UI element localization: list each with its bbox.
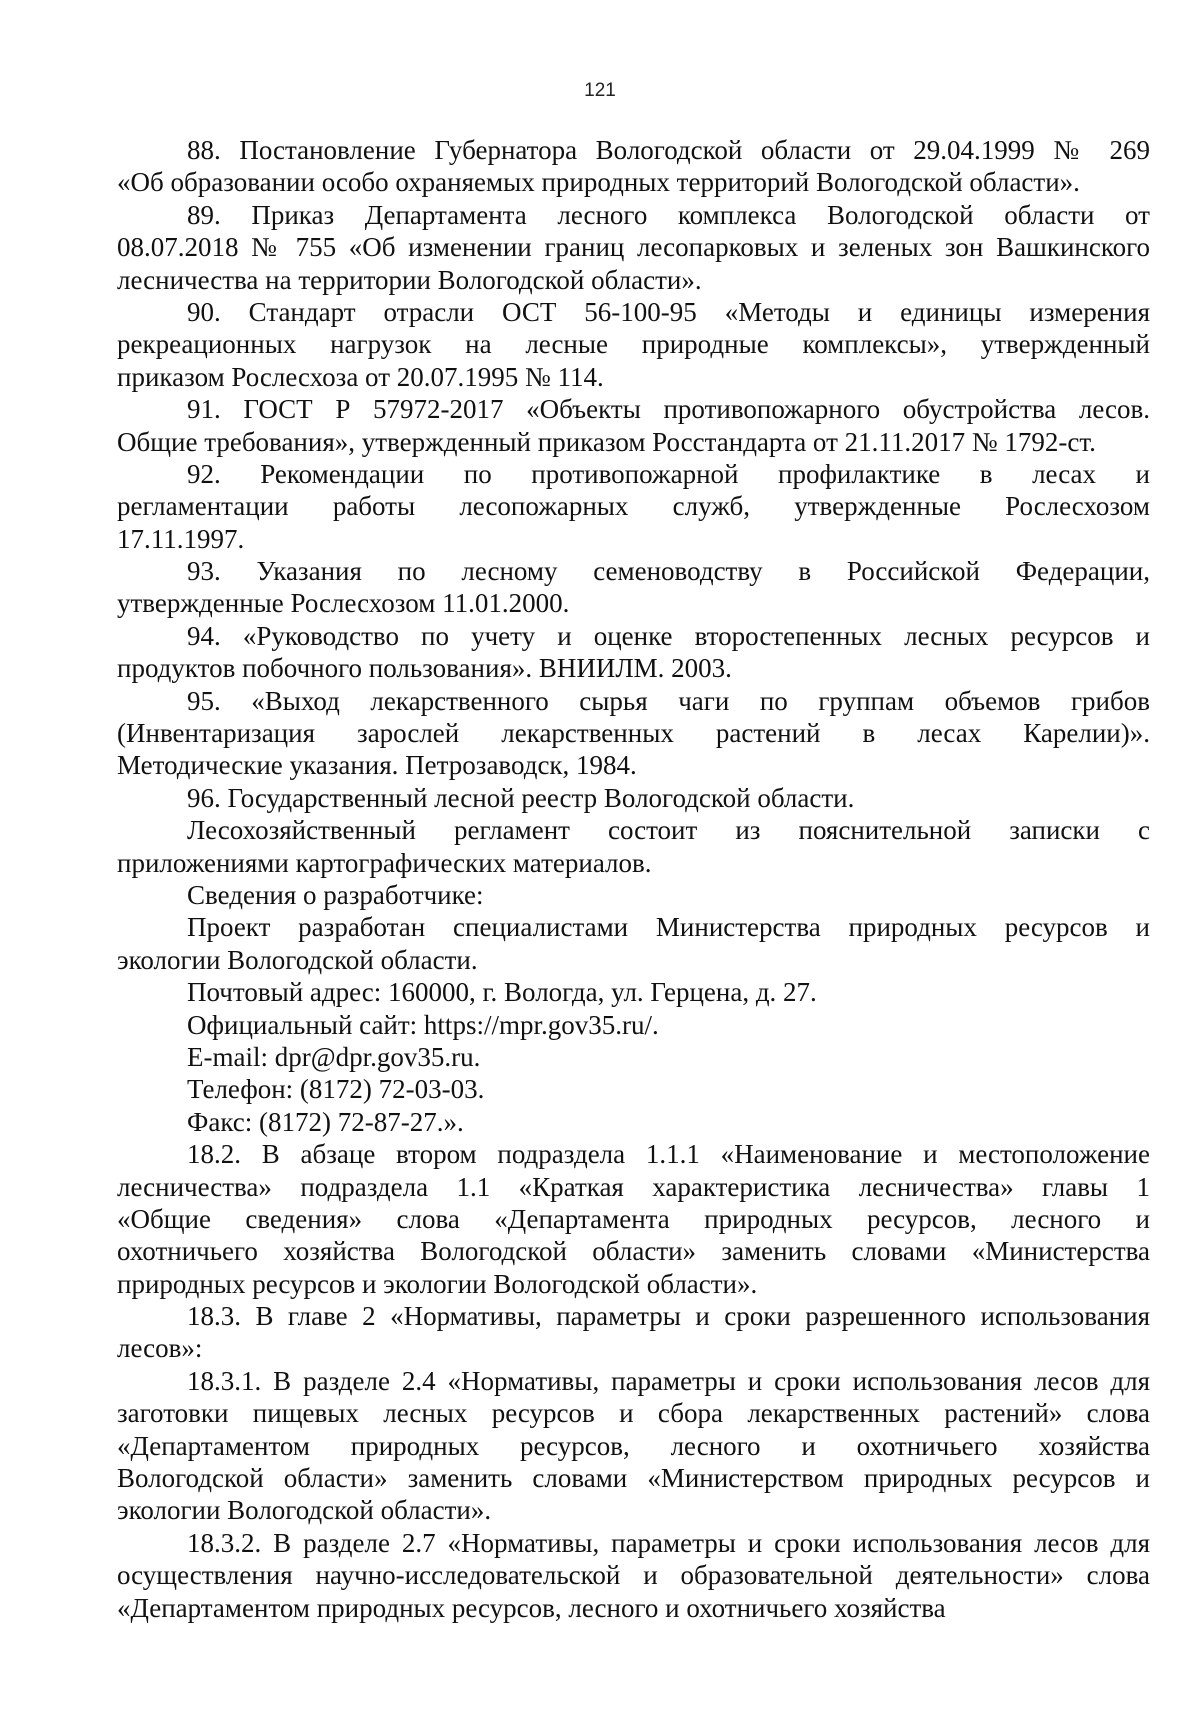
paragraph	[117, 1009, 1150, 1041]
text-line: Лесохозяйственный регламент состоит из пояснительной записки с	[187, 815, 1150, 846]
text-line: «Общие сведения» слова «Департамента природных ресурсов, лесного и	[117, 1203, 1150, 1234]
text-line: Общие требования», утвержденный приказом Росстандарта от 21.11.2017 № 1792-ст.	[117, 426, 1096, 457]
paragraph	[117, 1138, 1150, 1300]
page-number: 121	[584, 80, 616, 101]
text-line: Телефон: (8172) 72-03-03.	[187, 1074, 485, 1105]
paragraph	[117, 134, 1150, 199]
text-line: 94. «Руководство по учету и оценке второстепенных лесных ресурсов и	[187, 620, 1150, 651]
text-line: Проект разработан специалистами Министерства природных ресурсов и	[187, 912, 1150, 943]
text-line: продуктов побочного пользования». ВНИИЛМ. 2003.	[117, 653, 732, 684]
document-body	[117, 134, 1150, 1624]
paragraph	[117, 976, 1150, 1008]
text-line: Факс: (8172) 72-87-27.».	[187, 1106, 464, 1137]
text-line: «Департаментом природных ресурсов, лесного и охотничьего хозяйства	[117, 1592, 946, 1623]
text-line: 08.07.2018 № 755 «Об изменении границ лесопарковых и зеленых зон Вашкинского	[117, 232, 1150, 263]
paragraph	[117, 1527, 1150, 1624]
text-line: 18.3.1. В разделе 2.4 «Нормативы, параметры и сроки использования лесов для	[187, 1365, 1150, 1396]
text-line: экологии Вологодской области.	[117, 944, 478, 975]
text-line: 95. «Выход лекарственного сырья чаги по группам объемов грибов	[187, 685, 1150, 716]
text-line: осуществления научно-исследовательской и образовательной деятельности» слова	[117, 1560, 1150, 1591]
paragraph	[117, 458, 1150, 555]
paragraph	[117, 555, 1150, 620]
text-line: 96. Государственный лесной реестр Вологодской области.	[187, 782, 855, 813]
text-line: лесов»:	[117, 1333, 203, 1364]
text-line: приложениями картографических материалов.	[117, 847, 652, 878]
text-line: 18.3.2. В разделе 2.7 «Нормативы, параметры и сроки использования лесов для	[187, 1527, 1150, 1558]
paragraph	[117, 1365, 1150, 1527]
paragraph	[117, 620, 1150, 685]
paragraph	[117, 1073, 1150, 1105]
text-line: 90. Стандарт отрасли ОСТ 56-100-95 «Методы и единицы измерения	[187, 296, 1150, 327]
text-line: природных ресурсов и экологии Вологодской области».	[117, 1268, 758, 1299]
text-line: утвержденные Рослесхозом 11.01.2000.	[117, 588, 570, 619]
paragraph	[117, 782, 1150, 814]
text-line: «Об образовании особо охраняемых природных территорий Вологодской области».	[117, 167, 1080, 198]
text-line: заготовки пищевых лесных ресурсов и сбора лекарственных растений» слова	[117, 1398, 1150, 1429]
paragraph	[117, 814, 1150, 879]
text-line: Вологодской области» заменить словами «Министерством природных ресурсов и	[117, 1463, 1150, 1494]
text-line: «Департаментом природных ресурсов, лесного и охотничьего хозяйства	[117, 1430, 1150, 1461]
paragraph	[117, 1106, 1150, 1138]
text-line: Сведения о разработчике:	[187, 879, 484, 910]
text-line: E-mail: dpr@dpr.gov35.ru.	[187, 1041, 481, 1072]
text-line: рекреационных нагрузок на лесные природные комплексы», утвержденный	[117, 329, 1150, 360]
text-line: Методические указания. Петрозаводск, 1984.	[117, 750, 637, 781]
paragraph	[117, 911, 1150, 976]
text-line: охотничьего хозяйства Вологодской области» заменить словами «Министерства	[117, 1236, 1150, 1267]
text-line: экологии Вологодской области».	[117, 1495, 492, 1526]
text-line: лесничества» подраздела 1.1 «Краткая характеристика лесничества» главы 1	[117, 1171, 1150, 1202]
text-line: 88. Постановление Губернатора Вологодской области от 29.04.1999 № 269	[187, 135, 1150, 165]
text-line: 18.2. В абзаце втором подраздела 1.1.1 «Наименование и местоположение	[187, 1139, 1150, 1170]
text-line: 89. Приказ Департамента лесного комплекса Вологодской области от	[187, 199, 1150, 230]
text-line: (Инвентаризация зарослей лекарственных растений в лесах Карелии)».	[117, 718, 1150, 749]
paragraph	[117, 1300, 1150, 1365]
text-line: лесничества на территории Вологодской области».	[117, 264, 702, 295]
text-line: 92. Рекомендации по противопожарной профилактике в лесах и	[187, 458, 1150, 489]
paragraph	[117, 685, 1150, 782]
paragraph	[117, 393, 1150, 458]
paragraph	[117, 1041, 1150, 1073]
text-line: 17.11.1997.	[117, 523, 245, 554]
paragraph	[117, 296, 1150, 393]
text-line: Официальный сайт: https://mpr.gov35.ru/.	[187, 1009, 659, 1040]
paragraph	[117, 879, 1150, 911]
text-line: регламентации работы лесопожарных служб, утвержденные Рослесхозом	[117, 491, 1150, 522]
text-line: 91. ГОСТ Р 57972-2017 «Объекты противопожарного обустройства лесов.	[187, 394, 1150, 425]
text-line: 93. Указания по лесному семеноводству в Российской Федерации,	[187, 556, 1150, 587]
text-line: приказом Рослесхоза от 20.07.1995 № 114.	[117, 361, 604, 392]
paragraph	[117, 199, 1150, 296]
text-line: Почтовый адрес: 160000, г. Вологда, ул. Герцена, д. 27.	[187, 977, 817, 1008]
text-line: 18.3. В главе 2 «Нормативы, параметры и сроки разрешенного использования	[187, 1301, 1150, 1332]
